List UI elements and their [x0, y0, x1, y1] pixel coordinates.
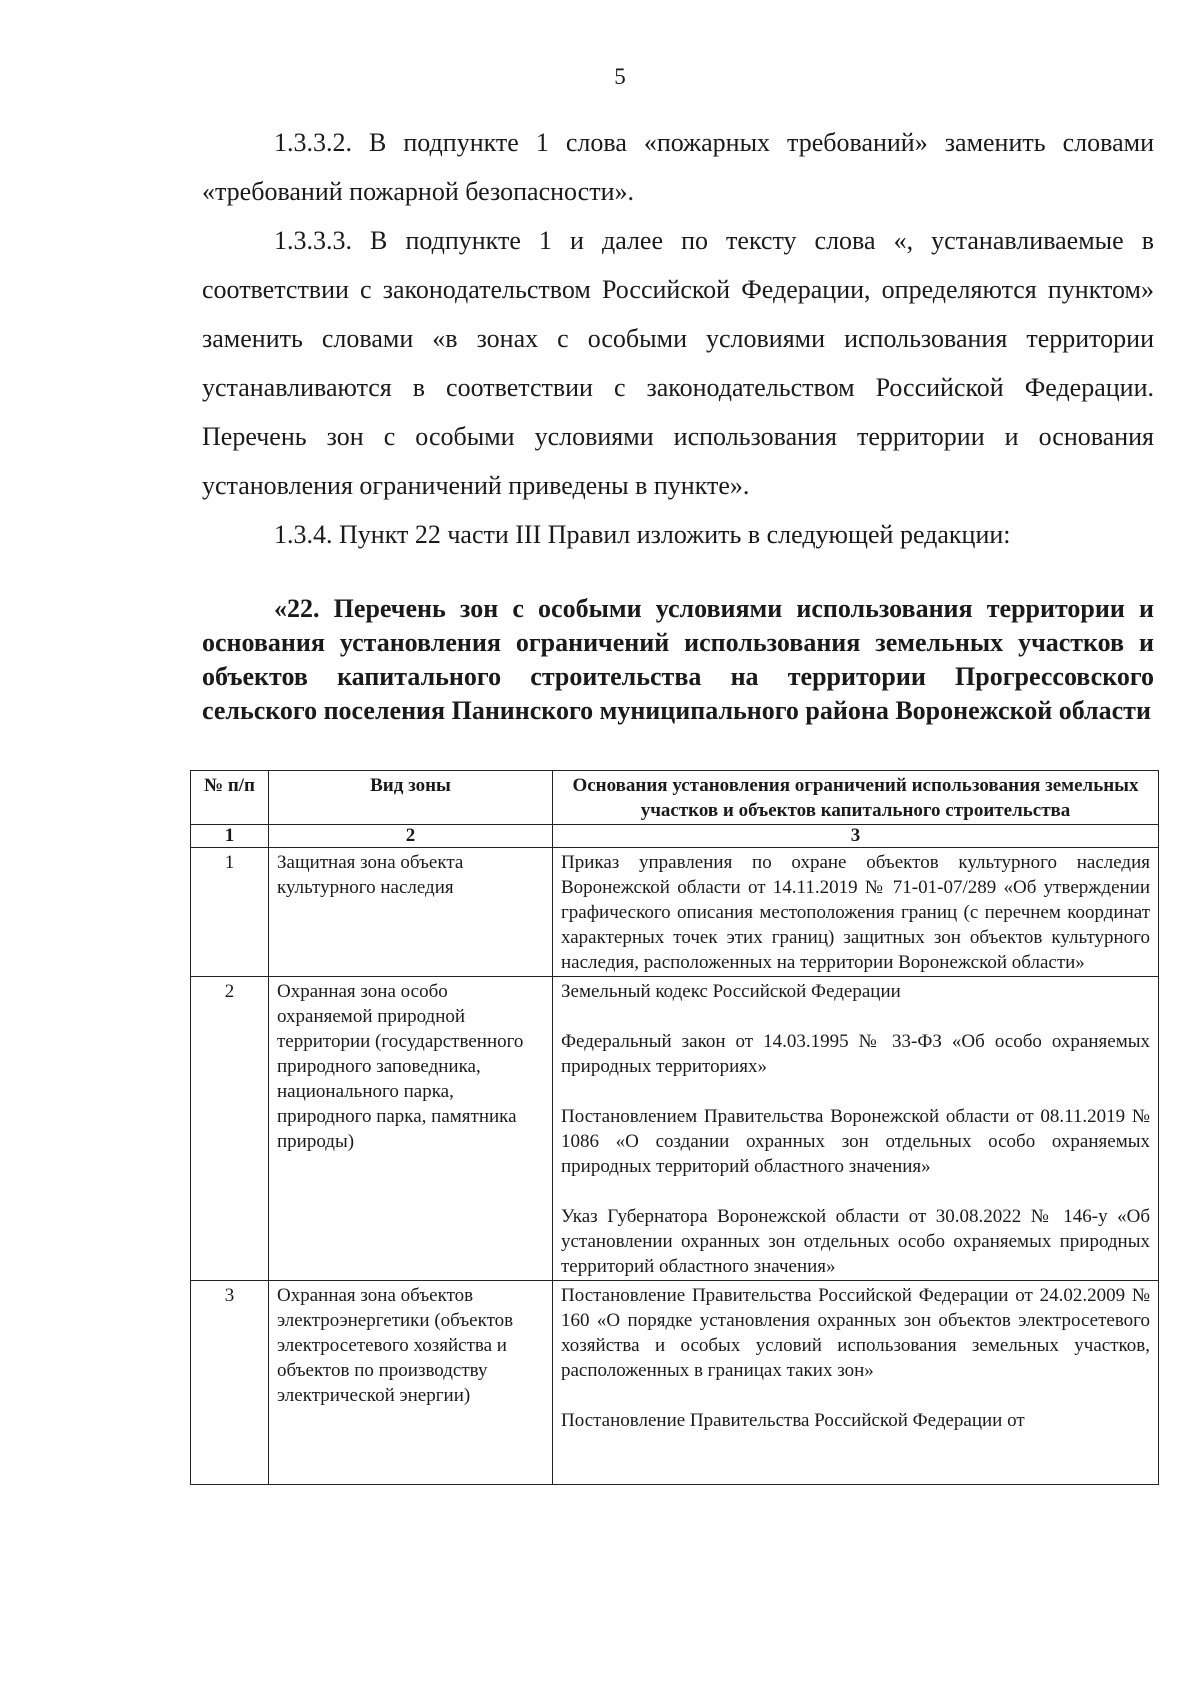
row-number: 3 — [191, 1281, 269, 1485]
table-row — [191, 1281, 1159, 1485]
header-zone-type: Вид зоны — [269, 771, 553, 825]
zone-type-cell — [269, 977, 553, 1281]
section-heading: «22. Перечень зон с особыми условиями использования территории и основания установления ограничений использования земельных участков и объектов капитального строительства на территории Прогрессовского сельского поселения Панинского муниципального района Воронежской области — [202, 594, 1154, 725]
table-row — [191, 848, 1159, 977]
zone-type: Охранная зона особо охраняемой природной территории (государственного природного заповедника, национального парка, природного парка, памятника природы) — [277, 981, 524, 1152]
basis-document: Постановление Правительства Российской Федерации от 24.02.2009 № 160 «О порядке установления охранных зон объектов электросетевого хозяйства и особых условий использования земельных участков, расположенных в границах таких зон» — [561, 1285, 1150, 1381]
zones-table — [190, 770, 1159, 1485]
column-number: 1 — [191, 825, 269, 848]
column-number: 3 — [553, 825, 1159, 848]
column-number: 2 — [269, 825, 553, 848]
header-number: № п/п — [191, 771, 269, 825]
basis-cell — [553, 848, 1159, 977]
header-basis: Основания установления ограничений использования земельных участков и объектов капитального строительства — [553, 771, 1159, 825]
basis-document: Земельный кодекс Российской Федерации — [561, 981, 901, 1002]
zone-type: Защитная зона объекта культурного наследия — [277, 852, 464, 898]
row-number: 1 — [191, 848, 269, 977]
basis-cell — [553, 1281, 1159, 1485]
zone-type-cell — [269, 1281, 553, 1485]
page-number: 5 — [614, 64, 626, 89]
basis-document: Федеральный закон от 14.03.1995 № 33-ФЗ «Об особо охраняемых природных территориях» — [561, 1031, 1150, 1077]
paragraph-1-3-3-3: 1.3.3.3. В подпункте 1 и далее по тексту слова «, устанавливаемые в соответствии с законодательством Российской Федерации, определяются пунктом» заменить словами «в зонах с особыми условиями использования территории устанавливаются в соответствии с законодательством Российской Федерации. Перечень зон с особыми условиями использования территории и основания установления ограничений приведены в пункте». — [202, 226, 1154, 500]
zone-type-cell — [269, 848, 553, 977]
paragraph-1-3-4: 1.3.4. Пункт 22 части III Правил изложить в следующей редакции: — [274, 520, 1011, 549]
basis-cell — [553, 977, 1159, 1281]
basis-document: Постановлением Правительства Воронежской области от 08.11.2019 № 1086 «О создании охранных зон отдельных особо охраняемых природных территорий областного значения» — [561, 1106, 1150, 1177]
paragraph-1-3-3-2: 1.3.3.2. В подпункте 1 слова «пожарных требований» заменить словами «требований пожарной безопасности». — [202, 128, 1154, 206]
basis-document: Приказ управления по охране объектов культурного наследия Воронежской области от 14.11.2019 № 71-01-07/289 «Об утверждении графического описания местоположения границ (с перечнем координат характерных точек этих границ) защитных зон объектов культурного наследия, расположенных на территории Воронежской области» — [561, 852, 1150, 973]
row-number: 2 — [191, 977, 269, 1281]
basis-document: Указ Губернатора Воронежской области от 30.08.2022 № 146-у «Об установлении охранных зон отдельных особо охраняемых природных территорий областного значения» — [561, 1206, 1150, 1277]
zone-type: Охранная зона объектов электроэнергетики (объектов электросетевого хозяйства и объектов по производству электрической энергии) — [277, 1285, 514, 1406]
column-number-row — [191, 825, 1159, 848]
table-row — [191, 977, 1159, 1281]
table-header-row — [191, 771, 1159, 825]
basis-document: Постановление Правительства Российской Федерации от — [561, 1410, 1025, 1431]
